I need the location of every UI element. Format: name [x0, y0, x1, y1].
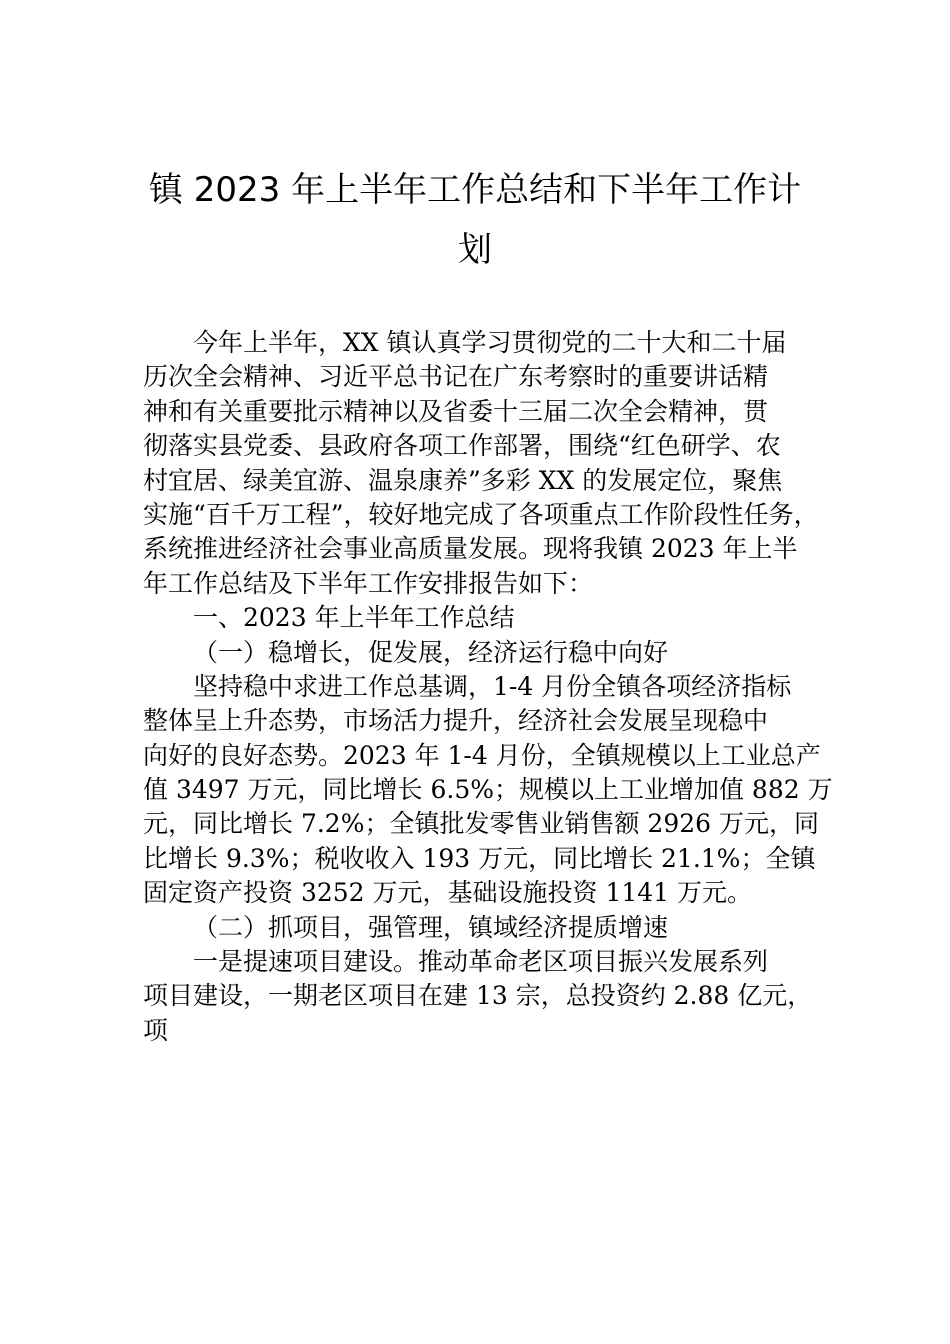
paragraph-line: 今年上半年，XX 镇认真学习贯彻党的二十大和二十届 — [193, 328, 787, 357]
paragraph-line: 元，同比增长 7.2%；全镇批发零售业销售额 2926 万元，同 — [143, 809, 819, 839]
paragraph-line: 系统推进经济社会事业高质量发展。现将我镇 2023 年上半 — [143, 534, 798, 564]
subsection-heading: （一）稳增长，促发展，经济运行稳中向好 — [193, 637, 669, 667]
paragraph-line: 年工作总结及下半年工作安排报告如下： — [143, 568, 594, 598]
paragraph-line: 固定资产投资 3252 万元，基础设施投资 1141 万元。 — [143, 878, 753, 908]
paragraph-line: 实施“百千万工程”，较好地完成了各项重点工作阶段性任务， — [143, 499, 819, 529]
paragraph-line: 神和有关重要批示精神以及省委十三届二次全会精神，贯 — [143, 396, 769, 426]
paragraph-line: 一是提速项目建设。推动革命老区项目振兴发展系列 — [193, 947, 769, 977]
title-line: 镇 2023 年上半年工作总结和下半年工作计 — [148, 170, 802, 210]
paragraph-line: 项目建设，一期老区项目在建 13 宗，总投资约 2.88 亿元， — [143, 981, 813, 1011]
paragraph-line: 整体呈上升态势，市场活力提升，经济社会发展呈现稳中 — [143, 706, 769, 736]
paragraph-line: 彻落实县党委、县政府各项工作部署，围绕“红色研学、农 — [143, 431, 781, 461]
paragraph-line: 值 3497 万元，同比增长 6.5%；规模以上工业增加值 882 万 — [143, 775, 833, 805]
document-title — [110, 160, 840, 280]
paragraph-line: 比增长 9.3%；税收收入 193 万元，同比增长 21.1%；全镇 — [143, 843, 816, 873]
paragraph-line: 历次全会精神、习近平总书记在广东考察时的重要讲话精 — [143, 362, 769, 392]
paragraph-line: 向好的良好态势。2023 年 1-4 月份，全镇规模以上工业总产 — [143, 740, 821, 770]
subsection-heading: （二）抓项目，强管理，镇域经济提质增速 — [193, 912, 669, 942]
section-heading: 一、2023 年上半年工作总结 — [193, 603, 515, 633]
paragraph-line: 村宜居、绿美宜游、温泉康养”多彩 XX 的发展定位，聚焦 — [143, 465, 783, 495]
paragraph-line: 坚持稳中求进工作总基调，1-4 月份全镇各项经济指标 — [193, 671, 792, 701]
paragraph-line: 项 — [143, 1015, 169, 1045]
title-line: 划 — [458, 230, 492, 270]
document-body — [143, 326, 833, 1048]
